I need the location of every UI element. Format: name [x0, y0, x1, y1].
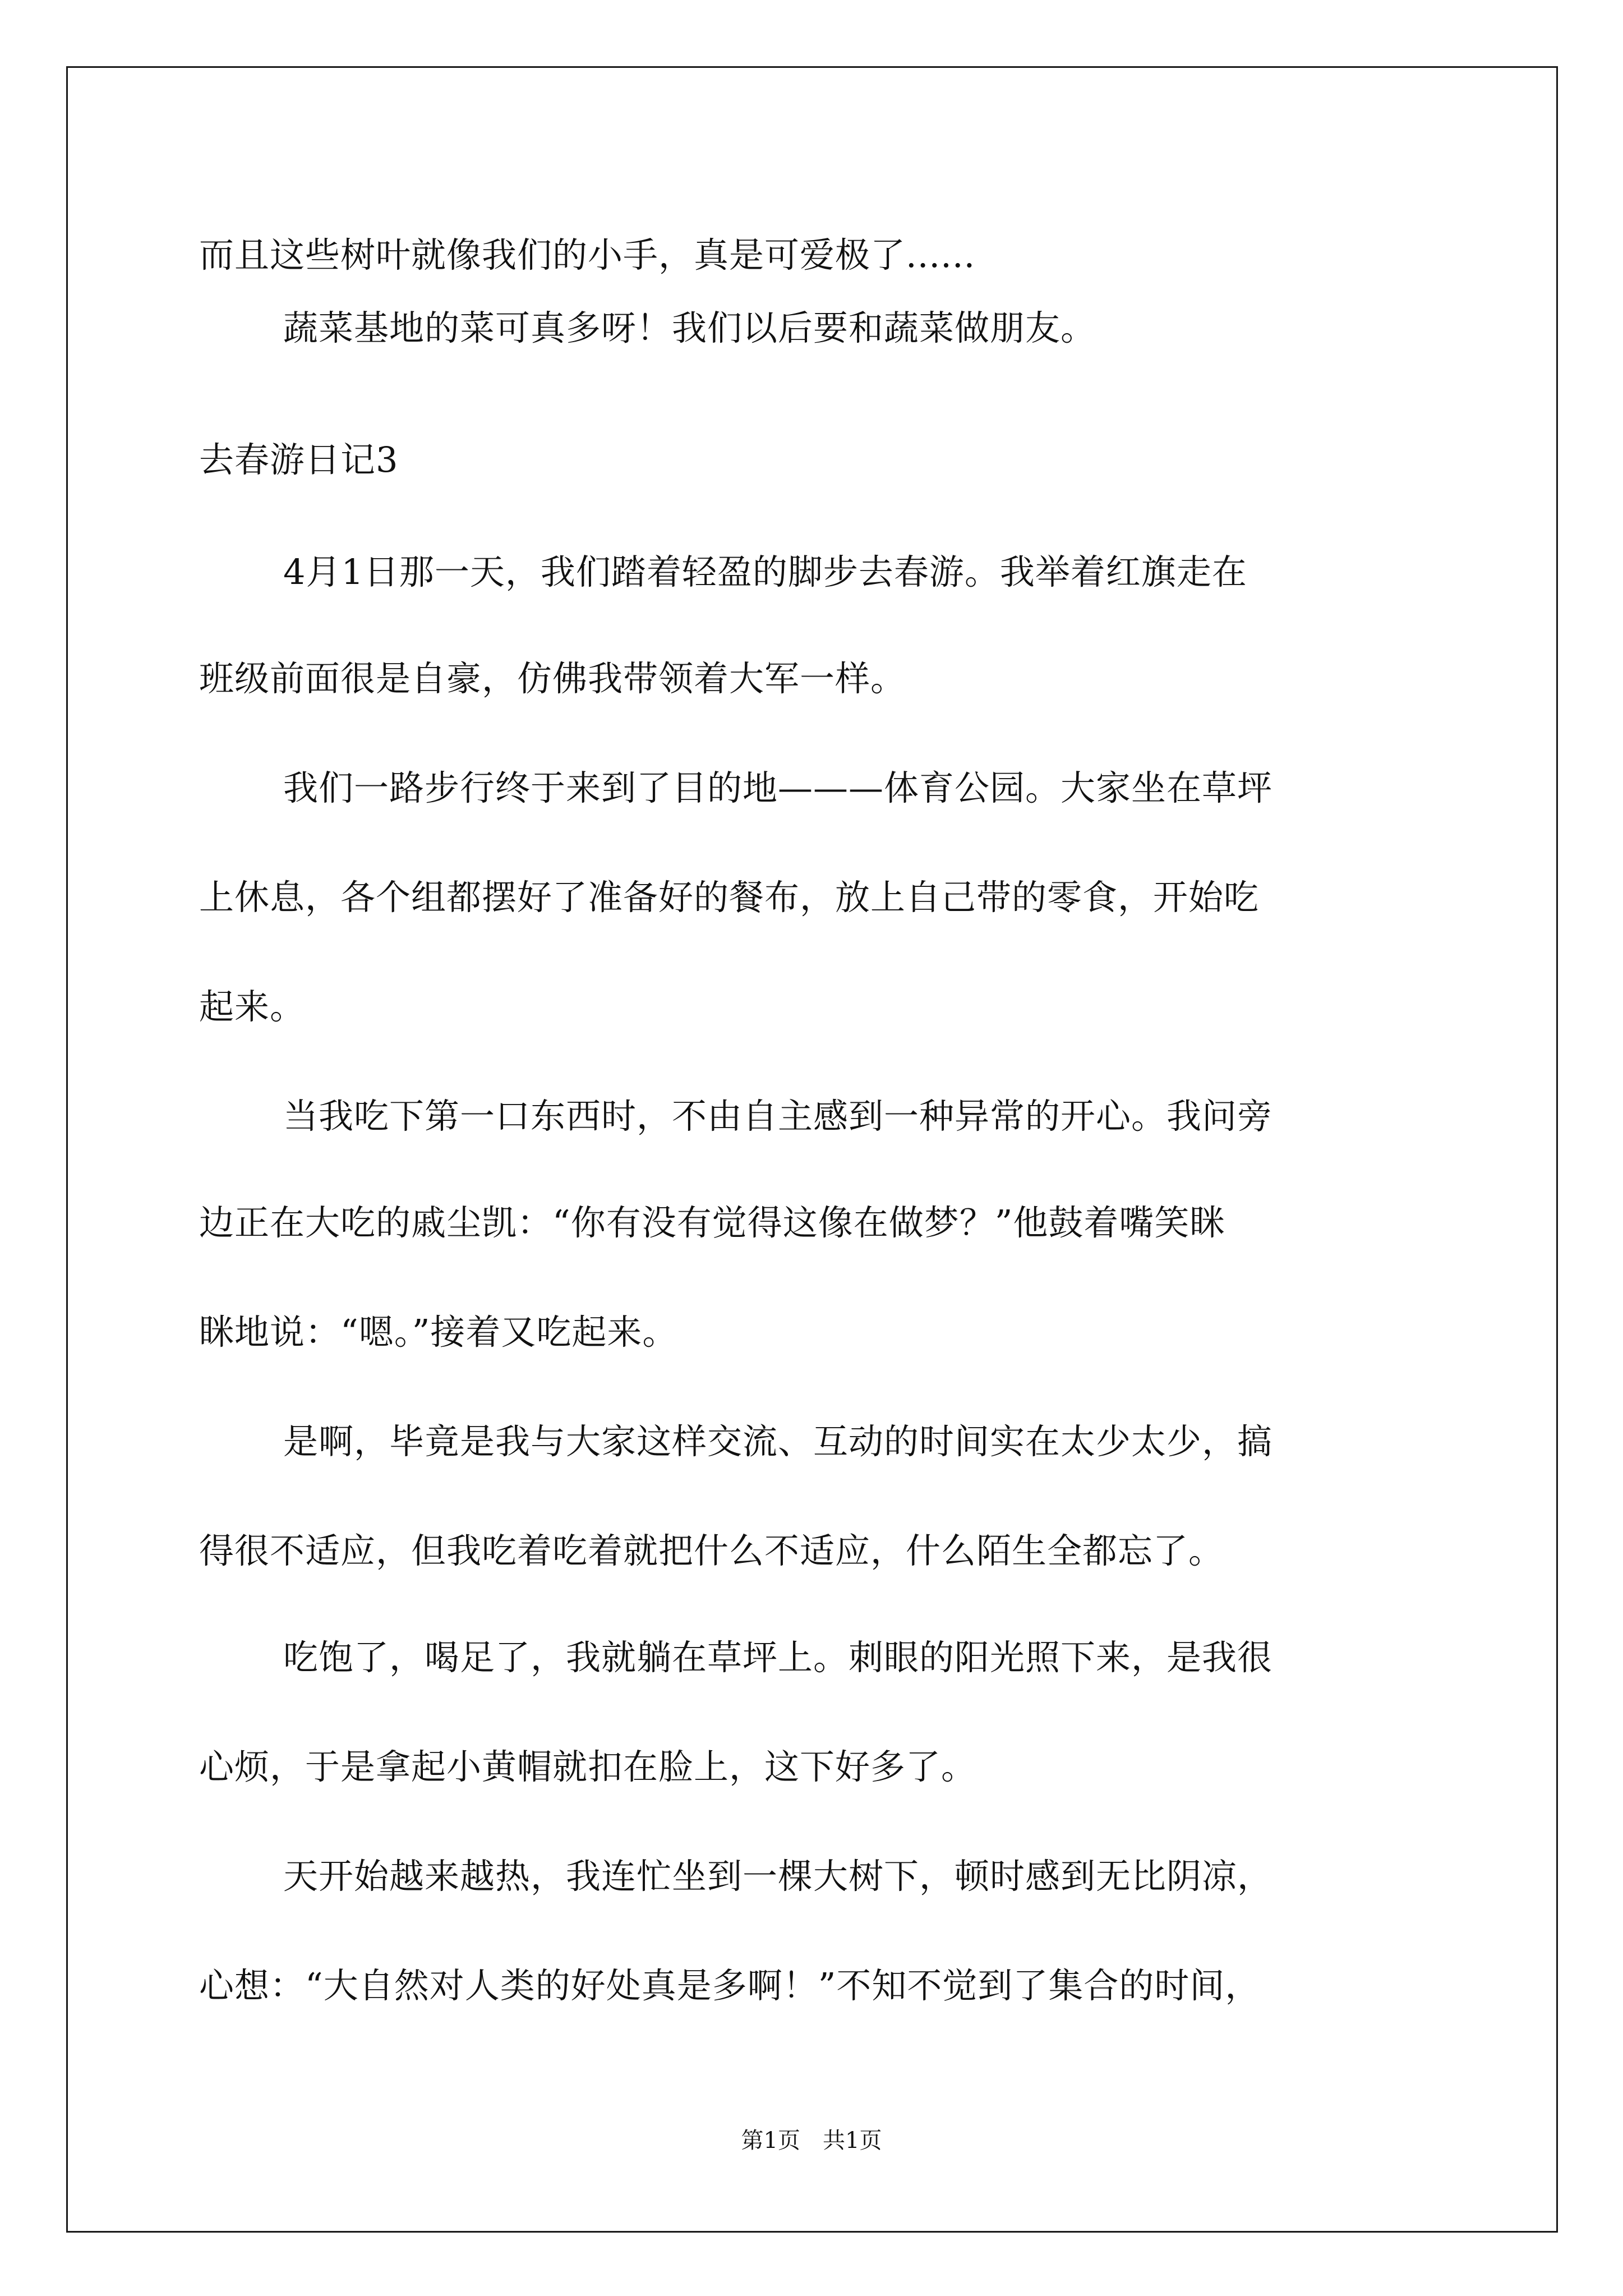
text-line: 上休息，各个组都摆好了准备好的餐布，放上自己带的零食，开始吃: [199, 877, 1260, 918]
text-line: 是啊，毕竟是我与大家这样交流、互动的时间实在太少太少，搞: [283, 1421, 1273, 1462]
page-footer: 第1页 共1页: [741, 2128, 882, 2154]
text-line: 心烦，于是拿起小黄帽就扣在脸上，这下好多了。: [199, 1746, 977, 1787]
text-line: 心想：“大自然对人类的好处真是多啊！”不知不觉到了集合的时间，: [199, 1965, 1261, 2006]
text-line: 4月1日那一天，我们踏着轻盈的脚步去春游。我举着红旗走在: [283, 551, 1247, 592]
text-line: 天开始越来越热，我连忙坐到一棵大树下，顿时感到无比阴凉，: [283, 1856, 1273, 1897]
section-heading: 去春游日记3: [199, 439, 399, 480]
text-line: 班级前面很是自豪，仿佛我带领着大军一样。: [199, 658, 906, 699]
text-line: 得很不适应，但我吃着吃着就把什么不适应，什么陌生全都忘了。: [199, 1530, 1224, 1571]
text-line: 起来。: [199, 986, 306, 1027]
text-line: 边正在大吃的戚尘凯：“你有没有觉得这像在做梦？”他鼓着嘴笑眯: [199, 1202, 1225, 1243]
text-line: 而且这些树叶就像我们的小手，真是可爱极了......: [199, 234, 976, 275]
text-line: 吃饱了，喝足了，我就躺在草坪上。刺眼的阳光照下来，是我很: [283, 1637, 1273, 1678]
page-border: [66, 66, 1558, 2233]
text-line: 蔬菜基地的菜可真多呀！我们以后要和蔬菜做朋友。: [283, 307, 1096, 348]
text-line: 眯地说：“嗯。”接着又吃起来。: [199, 1312, 678, 1352]
text-line: 当我吃下第一口东西时，不由自主感到一种异常的开心。我问旁: [283, 1096, 1273, 1137]
text-line: 我们一路步行终于来到了目的地———体育公园。大家坐在草坪: [283, 767, 1273, 808]
